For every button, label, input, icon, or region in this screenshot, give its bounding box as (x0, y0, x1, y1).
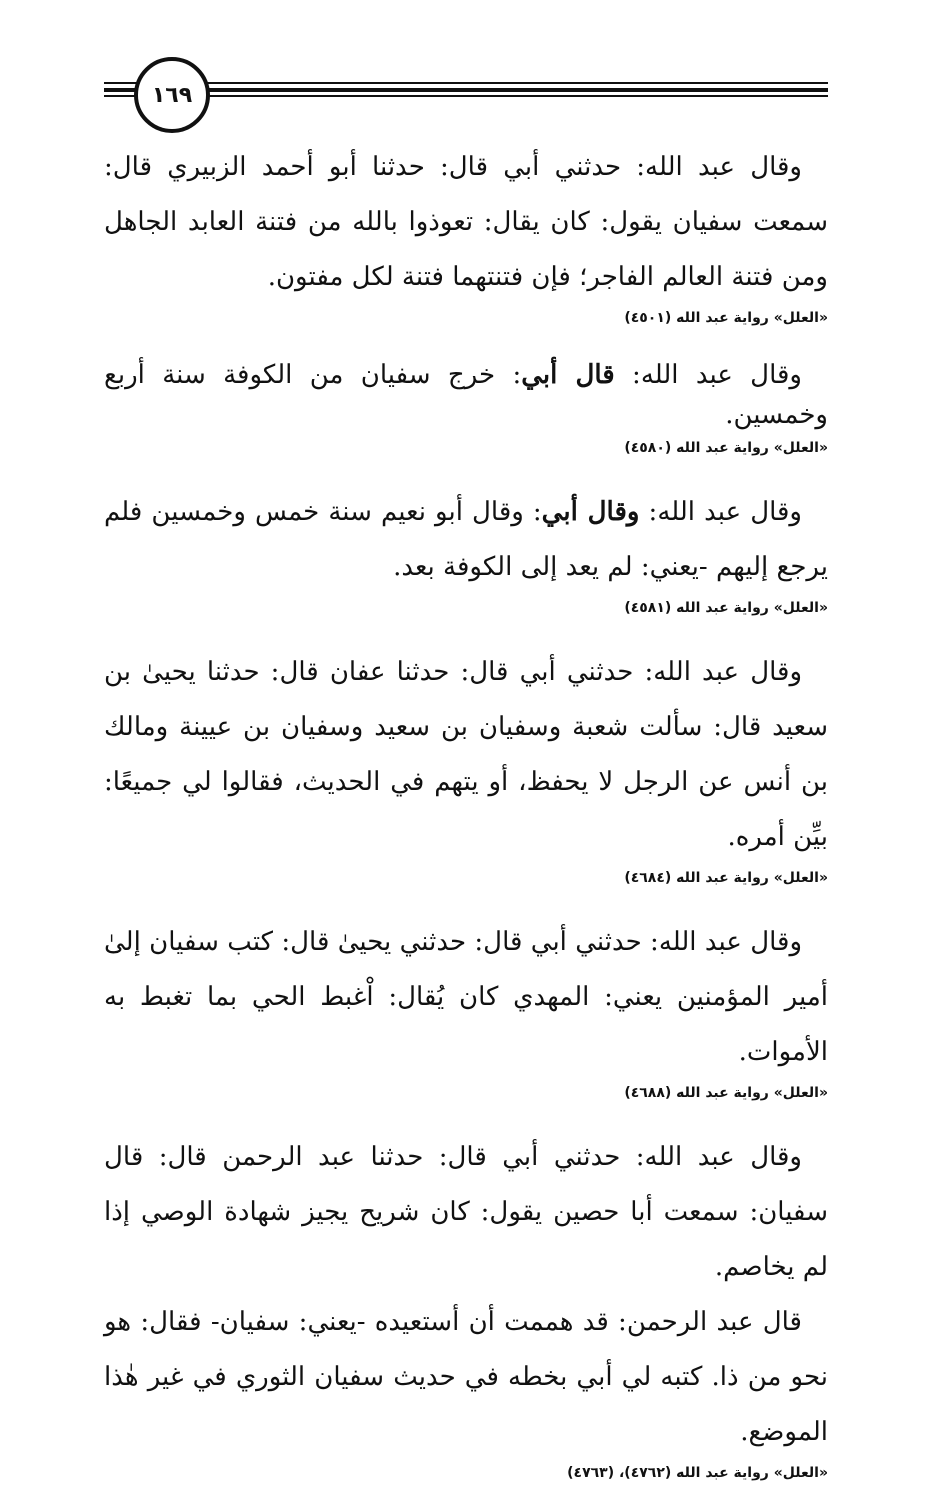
entry-reference: «العلل» رواية عبد الله (٤٥٨١) (624, 600, 828, 616)
entry-text-prefix: وقال عبد الله: (614, 360, 802, 390)
entry-text: وقال عبد الله: حدثني أبي قال: حدثنا عفان قال: حدثنا يحيىٰ بن سعيد قال: سألت شعبة وسفيان بن سعيد وسفيان بن عيينة ومالك بن أنس عن الرجل لا يحفظ، أو يتهم في الحديث، فقالوا لي جميعًا: بيِّن أمره. (104, 657, 828, 852)
entry-reference: «العلل» رواية عبد الله (٤٥٨٠) (624, 440, 828, 456)
entry-text-rest: : وقال أبو نعيم سنة خمس وخمسين فلم يرجع إليهم -يعني: لم يعد إلى الكوفة بعد. (104, 497, 828, 582)
entry-text-continued: قال عبد الرحمن: قد هممت أن أستعيده -يعني: سفيان- فقال: هو نحو من ذا. كتبه لي أبي بخطه في حديث سفيان الثوري في غير هٰذا الموضع. (104, 1307, 828, 1447)
entry-text-prefix: وقال عبد الله: (639, 497, 802, 527)
page-body (104, 140, 828, 1510)
entry-text-bold: وقال أبي (541, 497, 640, 527)
header-rule-top (104, 82, 828, 84)
entry-reference: «العلل» رواية عبد الله (٤٧٦٢)، (٤٧٦٣) (567, 1465, 828, 1481)
page-header (104, 55, 828, 127)
entry-text (104, 355, 828, 435)
entry-text: وقال عبد الله: حدثني أبي قال: حدثنا أبو أحمد الزبيري قال: سمعت سفيان يقول: كان يقال: تعوذوا بالله من فتنة العابد الجاهل ومن فتنة العالم الفاجر؛ فإن فتنتهما فتنة لكل مفتون. (104, 152, 828, 292)
entry-reference: «العلل» رواية عبد الله (٤٦٨٤) (624, 870, 828, 886)
header-rule-thick (104, 88, 828, 92)
entry-text-bold: قال أبي (521, 360, 615, 390)
entry-reference: «العلل» رواية عبد الله (٤٥٠١) (624, 310, 828, 326)
entry-text: وقال عبد الله: حدثني أبي قال: حدثنا عبد الرحمن قال: قال سفيان: سمعت أبا حصين يقول: كان شريح يجيز شهادة الوصي إذا لم يخاصم. (104, 1142, 828, 1282)
entry-text-rest: : خرج سفيان من الكوفة سنة أربع وخمسين. (104, 360, 828, 430)
page-number: ١٦٩ (134, 57, 210, 133)
header-rule-thin (104, 95, 828, 97)
entry-reference: «العلل» رواية عبد الله (٤٦٨٨) (624, 1085, 828, 1101)
entry-text (104, 485, 828, 595)
entry-text: وقال عبد الله: حدثني أبي قال: حدثني يحيىٰ قال: كتب سفيان إلىٰ أمير المؤمنين يعني: المهدي كان يُقال: اْغبط الحي بما تغبط به الأموات. (104, 927, 828, 1067)
